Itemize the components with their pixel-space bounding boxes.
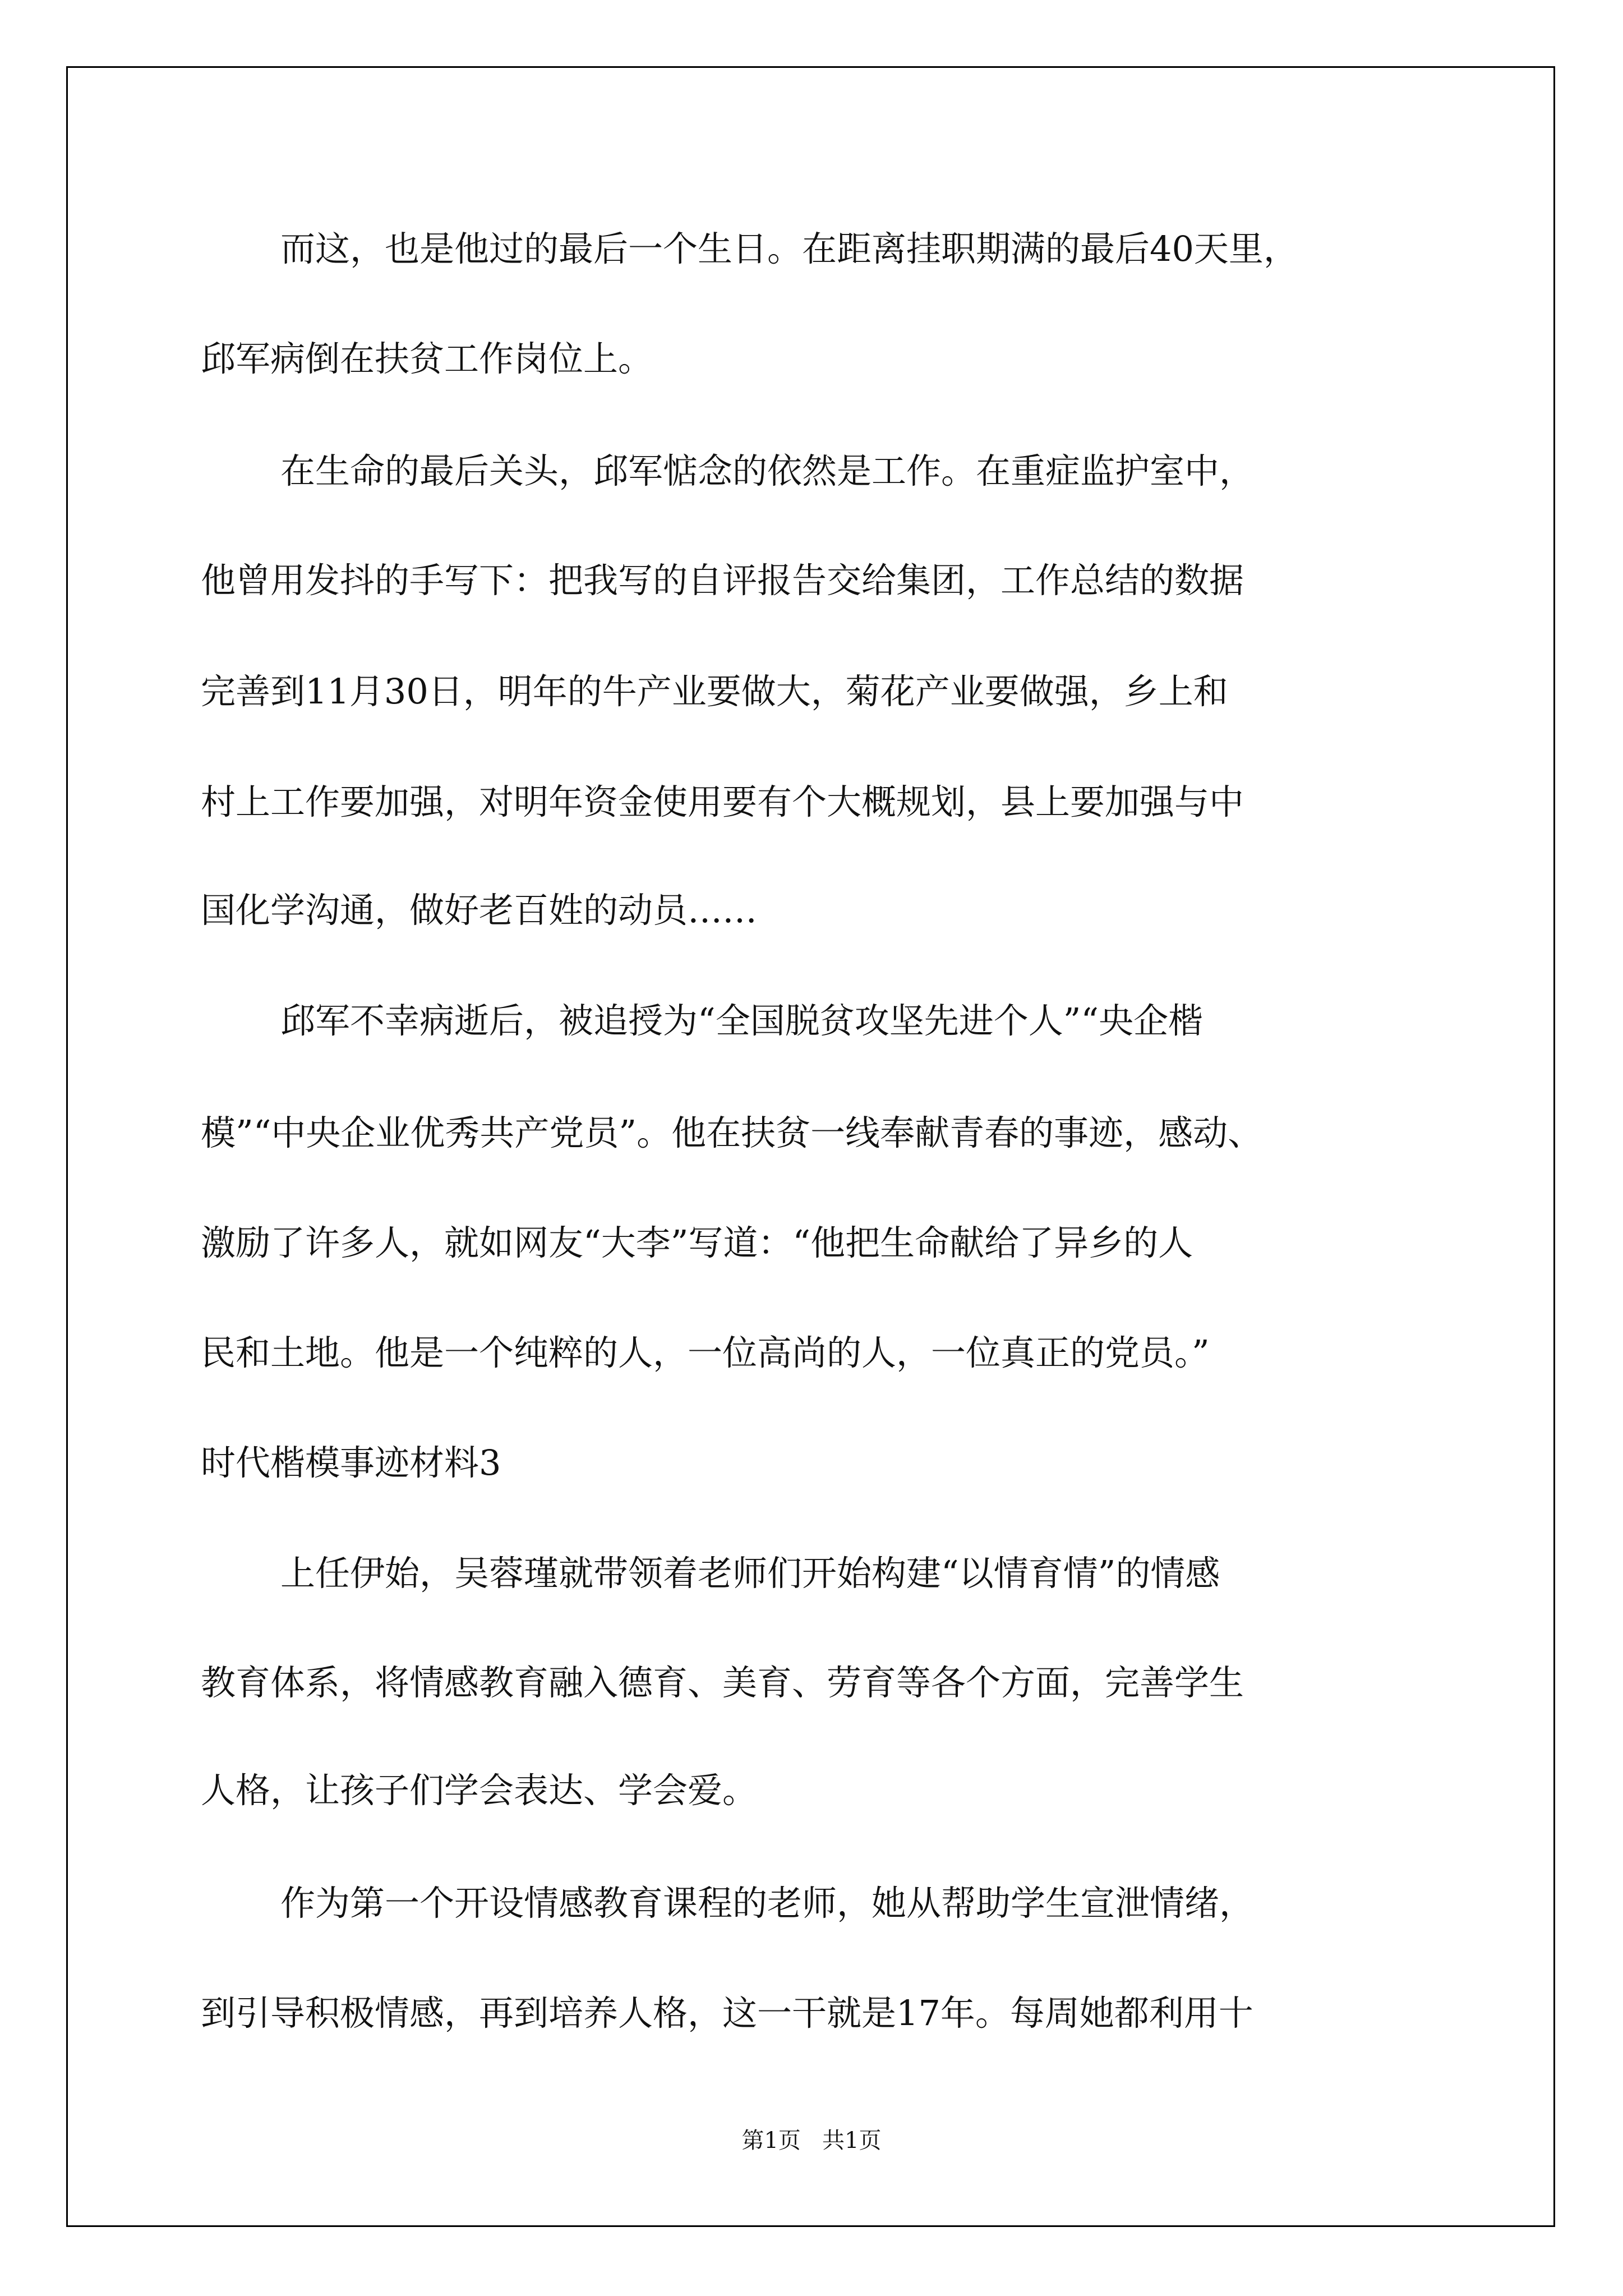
paragraph-line: 完善到11月30日，明年的牛产业要做大，菊花产业要做强，乡上和 bbox=[201, 671, 1228, 712]
paragraph-line: 村上工作要加强，对明年资金使用要有个大概规划，县上要加强与中 bbox=[201, 781, 1244, 822]
paragraph-line: 民和土地。他是一个纯粹的人，一位高尚的人，一位真正的党员。” bbox=[201, 1332, 1210, 1373]
page-number-footer: 第1页 共1页 bbox=[741, 2128, 882, 2154]
section-heading: 时代楷模事迹材料3 bbox=[201, 1442, 501, 1483]
paragraph-line: 上任伊始，吴蓉瑾就带领着老师们开始构建“以情育情”的情感 bbox=[280, 1553, 1220, 1594]
paragraph-line: 到引导积极情感，再到培养人格，这一干就是17年。每周她都利用十 bbox=[201, 1993, 1253, 2033]
paragraph-line: 教育体系，将情感教育融入德育、美育、劳育等各个方面，完善学生 bbox=[201, 1662, 1244, 1703]
paragraph-line: 在生命的最后关头，邱军惦念的依然是工作。在重症监护室中， bbox=[280, 450, 1255, 491]
paragraph-line: 他曾用发抖的手写下：把我写的自评报告交给集团，工作总结的数据 bbox=[201, 560, 1244, 601]
paragraph-line: 国化学沟通，做好老百姓的动员…… bbox=[201, 890, 758, 931]
paragraph-line: 邱军不幸病逝后，被追授为“全国脱贫攻坚先进个人”“央企楷 bbox=[280, 1000, 1204, 1041]
paragraph-line: 人格，让孩子们学会表达、学会爱。 bbox=[201, 1770, 758, 1811]
paragraph-line: 模”“中央企业优秀共产党员”。他在扶贫一线奉献青春的事迹，感动、 bbox=[201, 1112, 1263, 1153]
paragraph-line: 邱军病倒在扶贫工作岗位上。 bbox=[201, 338, 653, 379]
paragraph-line: 作为第一个开设情感教育课程的老师，她从帮助学生宣泄情绪， bbox=[280, 1883, 1255, 1924]
paragraph-line: 激励了许多人，就如网友“大李”写道：“他把生命献给了异乡的人 bbox=[201, 1222, 1193, 1263]
paragraph-line: 而这，也是他过的最后一个生日。在距离挂职期满的最后40天里， bbox=[280, 228, 1298, 269]
